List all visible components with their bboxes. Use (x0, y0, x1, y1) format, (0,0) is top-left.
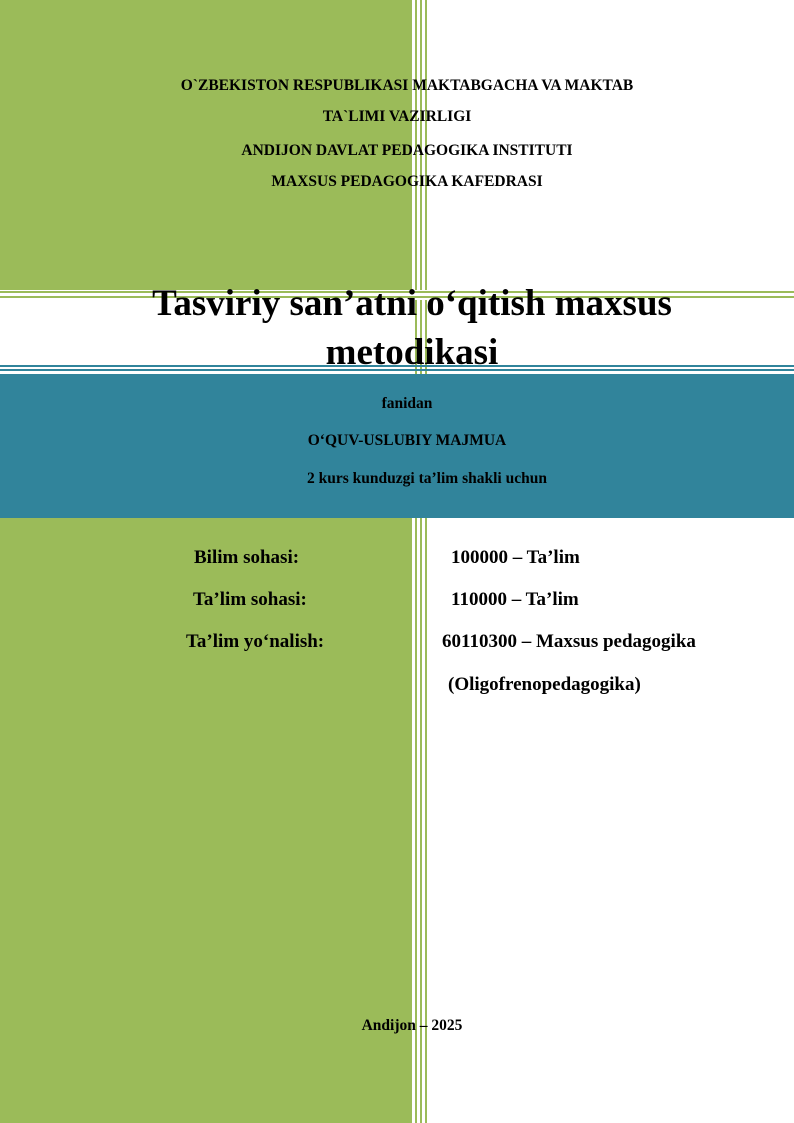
field-label-talim-sohasi: Ta’lim sohasi: (193, 589, 307, 610)
ministry-line-2: TA`LIMI VAZIRLIGI (322, 108, 472, 125)
field-value-bilim-sohasi: 100000 – Ta’lim (451, 547, 580, 568)
city-year: Andijon – 2025 (361, 1017, 463, 1034)
subtitle-majmua: O‘QUV-USLUBIY MAJMUA (307, 432, 507, 449)
field-label-bilim-sohasi: Bilim sohasi: (194, 547, 300, 568)
document-title-line-2: metodikasi (325, 332, 499, 373)
field-value-talim-sohasi: 110000 – Ta’lim (451, 589, 579, 610)
ministry-line-1: O`ZBEKISTON RESPUBLIKASI MAKTABGACHA VA MAKTAB (180, 77, 634, 94)
department-name: MAXSUS PEDAGOGIKA KAFEDRASI (271, 173, 543, 190)
field-value-talim-yonalish-detail: (Oligofrenopedagogika) (448, 674, 641, 695)
subtitle-course: 2 kurs kunduzgi ta’lim shakli uchun (307, 470, 547, 487)
document-title-line-1: Tasviriy san’atni o‘qitish maxsus (152, 283, 672, 324)
subtitle-fanidan: fanidan (381, 395, 433, 412)
field-value-talim-yonalish: 60110300 – Maxsus pedagogika (442, 631, 696, 652)
field-label-talim-yonalish: Ta’lim yo‘nalish: (186, 631, 325, 652)
institute-name: ANDIJON DAVLAT PEDAGOGIKA INSTITUTI (241, 142, 573, 159)
